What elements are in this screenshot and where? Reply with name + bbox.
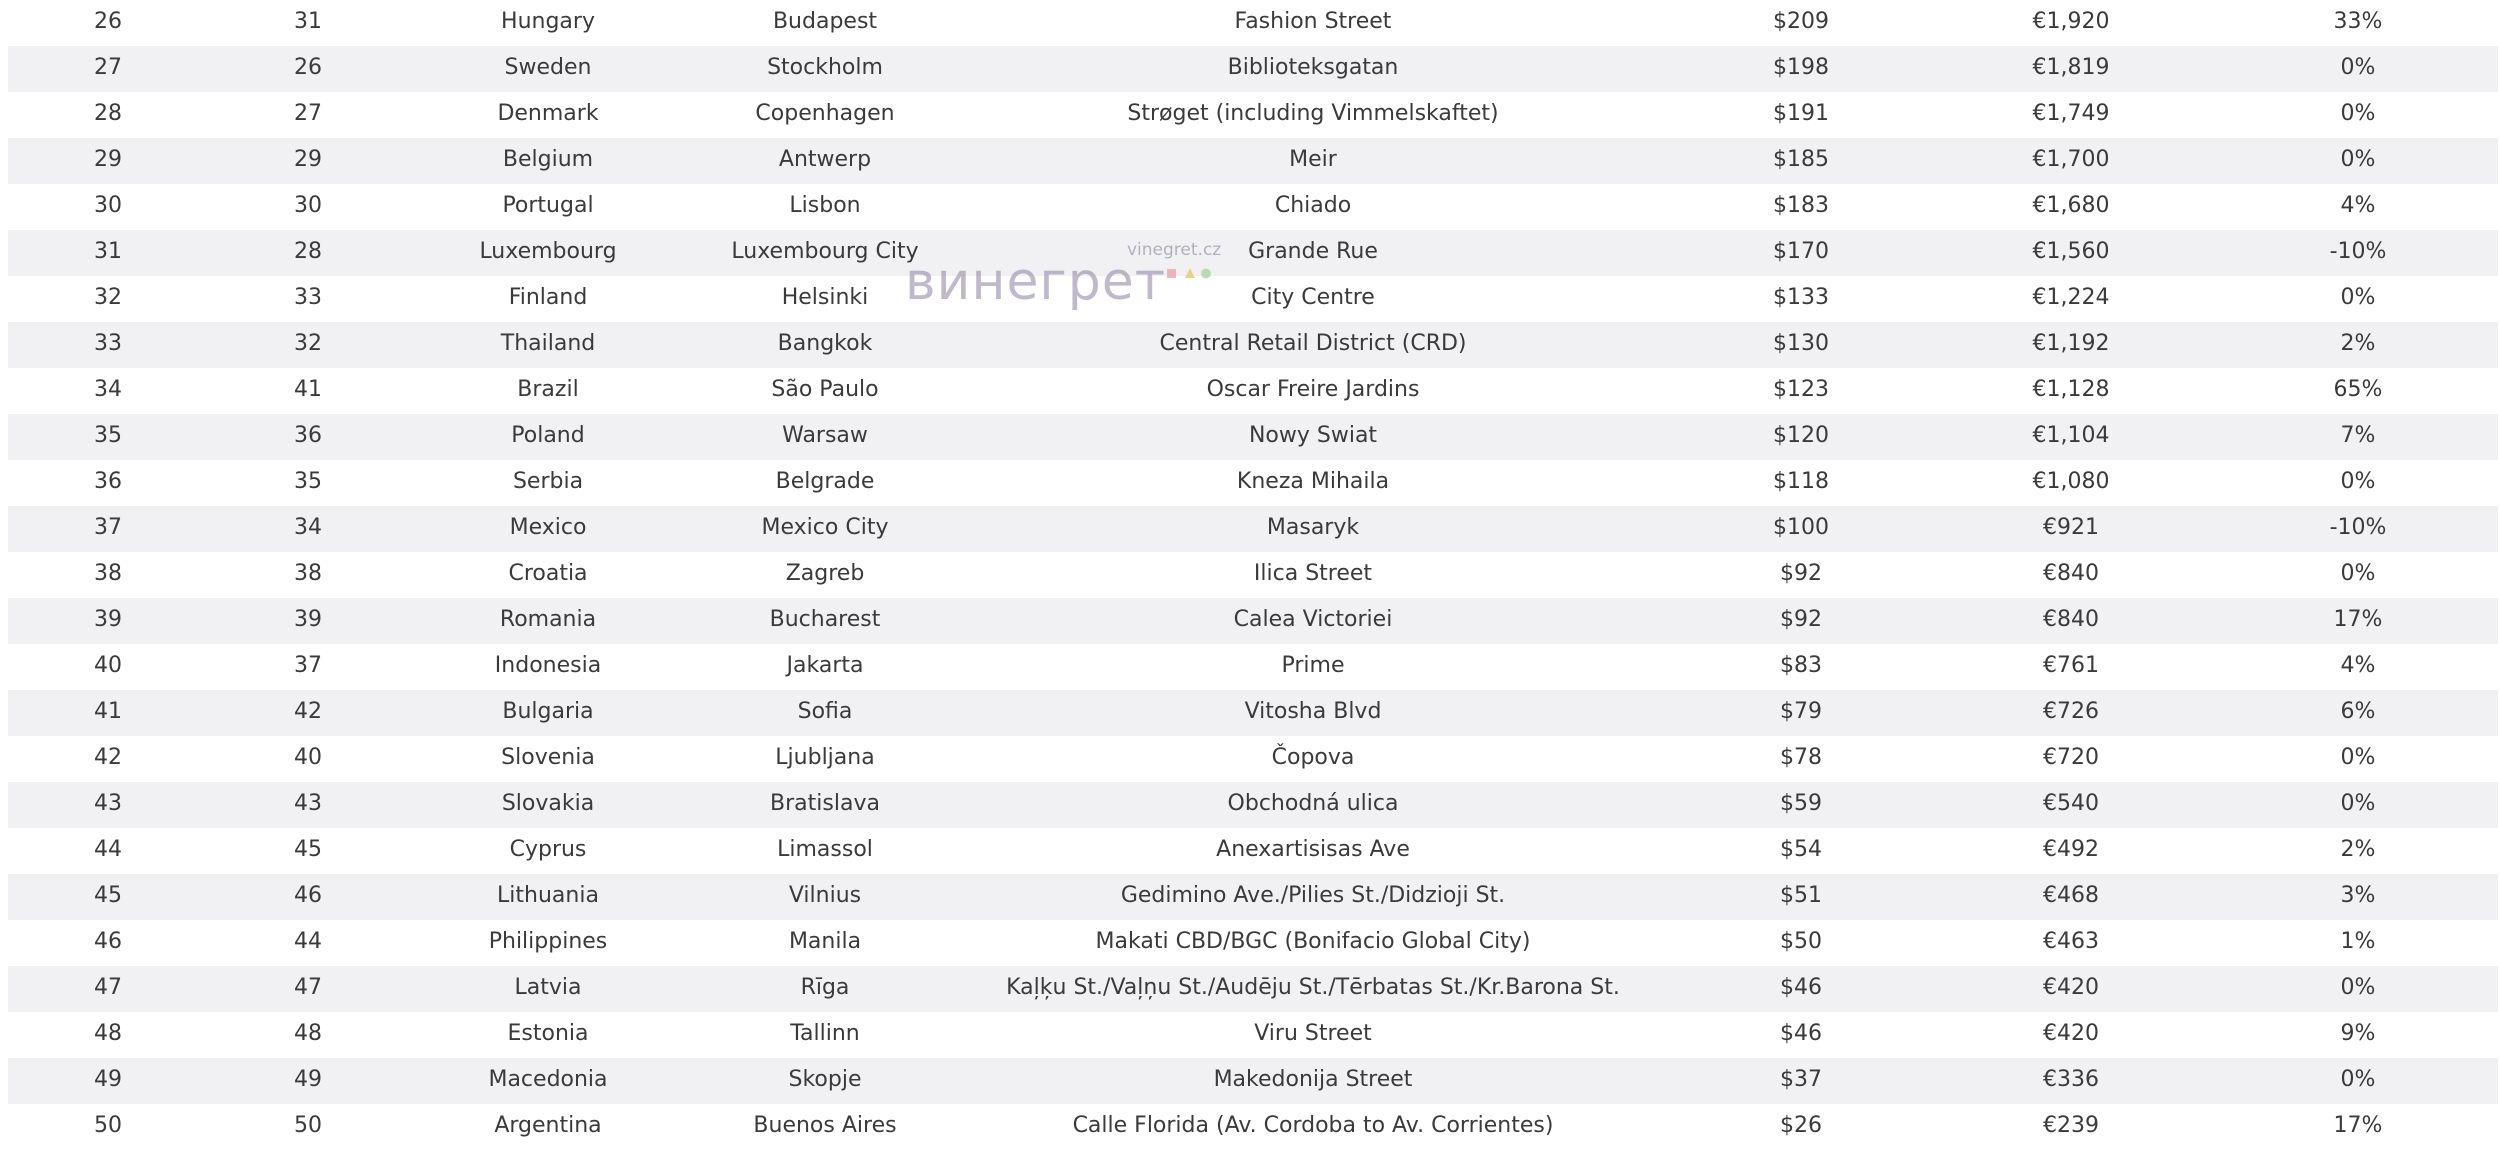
- rent-usd-cell: $92: [1780, 607, 1822, 632]
- rent-usd-cell: $83: [1780, 653, 1822, 678]
- rank-cell: 27: [94, 55, 122, 80]
- rent-ranking-table: [8, 0, 2498, 1150]
- rent-usd-cell: $209: [1773, 9, 1829, 34]
- previous-rank-cell: 49: [294, 1067, 322, 1092]
- rank-cell: 49: [94, 1067, 122, 1092]
- street-cell: Kaļķu St./Vaļņu St./Audēju St./Tērbatas St./Kr.Barona St.: [1006, 975, 1620, 1000]
- rent-eur-cell: €726: [2043, 699, 2099, 724]
- city-cell: Bratislava: [770, 791, 880, 816]
- table-row: [8, 276, 2498, 322]
- rent-eur-cell: €1,224: [2032, 285, 2110, 310]
- change-cell: 4%: [2340, 193, 2376, 218]
- rent-eur-cell: €1,104: [2032, 423, 2110, 448]
- city-cell: Sofia: [797, 699, 853, 724]
- previous-rank-cell: 28: [294, 239, 322, 264]
- change-cell: 17%: [2333, 607, 2383, 632]
- previous-rank-cell: 30: [294, 193, 322, 218]
- rent-usd-cell: $79: [1780, 699, 1822, 724]
- previous-rank-cell: 31: [294, 9, 322, 34]
- city-cell: Warsaw: [782, 423, 868, 448]
- city-cell: Zagreb: [785, 561, 865, 586]
- rent-usd-cell: $78: [1780, 745, 1822, 770]
- rent-eur-cell: €239: [2043, 1113, 2099, 1138]
- city-cell: Manila: [788, 929, 862, 954]
- rent-eur-cell: €1,700: [2032, 147, 2110, 172]
- table-row: [8, 966, 2498, 1012]
- rank-cell: 44: [94, 837, 122, 862]
- table-row: [8, 184, 2498, 230]
- previous-rank-cell: 48: [294, 1021, 322, 1046]
- change-cell: 0%: [2340, 975, 2376, 1000]
- table-row: [8, 874, 2498, 920]
- country-cell: Indonesia: [494, 653, 602, 678]
- country-cell: Slovenia: [501, 745, 595, 770]
- rank-cell: 41: [94, 699, 122, 724]
- rank-cell: 35: [94, 423, 122, 448]
- table-row: [8, 644, 2498, 690]
- country-cell: Croatia: [508, 561, 588, 586]
- country-cell: Portugal: [502, 193, 594, 218]
- city-cell: Helsinki: [781, 285, 869, 310]
- street-cell: Masaryk: [1266, 515, 1360, 540]
- country-cell: Luxembourg: [479, 239, 617, 264]
- rank-cell: 38: [94, 561, 122, 586]
- country-cell: Poland: [511, 423, 585, 448]
- country-cell: Estonia: [507, 1021, 589, 1046]
- table-row: [8, 138, 2498, 184]
- change-cell: 2%: [2340, 331, 2376, 356]
- rent-usd-cell: $100: [1773, 515, 1829, 540]
- rent-eur-cell: €1,128: [2032, 377, 2110, 402]
- street-cell: Chiado: [1274, 193, 1352, 218]
- country-cell: Lithuania: [497, 883, 599, 908]
- previous-rank-cell: 29: [294, 147, 322, 172]
- previous-rank-cell: 43: [294, 791, 322, 816]
- previous-rank-cell: 47: [294, 975, 322, 1000]
- rent-eur-cell: €463: [2043, 929, 2099, 954]
- table-row: [8, 92, 2498, 138]
- rent-eur-cell: €1,560: [2032, 239, 2110, 264]
- previous-rank-cell: 38: [294, 561, 322, 586]
- country-cell: Latvia: [514, 975, 582, 1000]
- table-row: [8, 414, 2498, 460]
- rent-usd-cell: $59: [1780, 791, 1822, 816]
- previous-rank-cell: 50: [294, 1113, 322, 1138]
- country-cell: Belgium: [502, 147, 594, 172]
- table-row: [8, 782, 2498, 828]
- table-row: [8, 920, 2498, 966]
- rent-eur-cell: €336: [2043, 1067, 2099, 1092]
- rent-eur-cell: €840: [2043, 607, 2099, 632]
- rent-eur-cell: €1,920: [2032, 9, 2110, 34]
- rank-cell: 45: [94, 883, 122, 908]
- street-cell: Calle Florida (Av. Cordoba to Av. Corrientes): [1072, 1113, 1554, 1138]
- street-cell: Strøget (including Vimmelskaftet): [1127, 101, 1499, 126]
- city-cell: Tallinn: [790, 1021, 860, 1046]
- rank-cell: 47: [94, 975, 122, 1000]
- city-cell: Budapest: [772, 9, 878, 34]
- rank-cell: 36: [94, 469, 122, 494]
- rent-eur-cell: €468: [2043, 883, 2099, 908]
- change-cell: 7%: [2340, 423, 2376, 448]
- watermark-brand: винегрет: [905, 252, 1167, 312]
- city-cell: Buenos Aires: [753, 1113, 897, 1138]
- change-cell: -10%: [2329, 515, 2387, 540]
- country-cell: Philippines: [488, 929, 608, 954]
- table-row: [8, 322, 2498, 368]
- change-cell: 65%: [2333, 377, 2383, 402]
- rent-usd-cell: $118: [1773, 469, 1829, 494]
- city-cell: São Paulo: [771, 377, 879, 402]
- change-cell: 0%: [2340, 791, 2376, 816]
- city-cell: Lisbon: [789, 193, 861, 218]
- country-cell: Slovakia: [501, 791, 595, 816]
- street-cell: Gedimino Ave./Pilies St./Didzioji St.: [1120, 883, 1506, 908]
- previous-rank-cell: 35: [294, 469, 322, 494]
- city-cell: Luxembourg City: [731, 239, 919, 264]
- rank-cell: 50: [94, 1113, 122, 1138]
- rent-usd-cell: $130: [1773, 331, 1829, 356]
- rent-usd-cell: $123: [1773, 377, 1829, 402]
- rent-usd-cell: $133: [1773, 285, 1829, 310]
- country-cell: Romania: [499, 607, 597, 632]
- rent-usd-cell: $183: [1773, 193, 1829, 218]
- rank-cell: 30: [94, 193, 122, 218]
- city-cell: Limassol: [777, 837, 873, 862]
- city-cell: Ljubljana: [775, 745, 875, 770]
- city-cell: Bangkok: [777, 331, 873, 356]
- city-cell: Mexico City: [761, 515, 889, 540]
- street-cell: Meir: [1289, 147, 1337, 172]
- previous-rank-cell: 36: [294, 423, 322, 448]
- rent-usd-cell: $198: [1773, 55, 1829, 80]
- rent-usd-cell: $26: [1780, 1113, 1822, 1138]
- change-cell: 0%: [2340, 55, 2376, 80]
- rank-cell: 48: [94, 1021, 122, 1046]
- country-cell: Thailand: [500, 331, 596, 356]
- country-cell: Sweden: [504, 55, 592, 80]
- table-row: [8, 230, 2498, 276]
- change-cell: 0%: [2340, 1067, 2376, 1092]
- rent-eur-cell: €1,080: [2032, 469, 2110, 494]
- country-cell: Bulgaria: [502, 699, 594, 724]
- rank-cell: 26: [94, 9, 122, 34]
- previous-rank-cell: 32: [294, 331, 322, 356]
- street-cell: Kneza Mihaila: [1236, 469, 1390, 494]
- rent-eur-cell: €1,819: [2032, 55, 2110, 80]
- rank-cell: 43: [94, 791, 122, 816]
- country-cell: Denmark: [497, 101, 599, 126]
- rank-cell: 32: [94, 285, 122, 310]
- street-cell: Calea Victoriei: [1233, 607, 1393, 632]
- change-cell: 0%: [2340, 285, 2376, 310]
- previous-rank-cell: 40: [294, 745, 322, 770]
- change-cell: 3%: [2340, 883, 2376, 908]
- rent-usd-cell: $46: [1780, 975, 1822, 1000]
- table-row: [8, 598, 2498, 644]
- change-cell: 2%: [2340, 837, 2376, 862]
- rent-usd-cell: $120: [1773, 423, 1829, 448]
- change-cell: 33%: [2333, 9, 2383, 34]
- rent-usd-cell: $46: [1780, 1021, 1822, 1046]
- previous-rank-cell: 41: [294, 377, 322, 402]
- table-row: [8, 828, 2498, 874]
- city-cell: Antwerp: [778, 147, 872, 172]
- rent-usd-cell: $185: [1773, 147, 1829, 172]
- rank-cell: 28: [94, 101, 122, 126]
- change-cell: 0%: [2340, 469, 2376, 494]
- table-row: [8, 0, 2498, 46]
- rent-eur-cell: €761: [2043, 653, 2099, 678]
- city-cell: Rīga: [800, 975, 850, 1000]
- change-cell: 9%: [2340, 1021, 2376, 1046]
- change-cell: 1%: [2340, 929, 2376, 954]
- country-cell: Hungary: [501, 9, 595, 34]
- previous-rank-cell: 44: [294, 929, 322, 954]
- previous-rank-cell: 37: [294, 653, 322, 678]
- street-cell: Ilica Street: [1253, 561, 1373, 586]
- city-cell: Copenhagen: [755, 101, 895, 126]
- table-row: [8, 736, 2498, 782]
- change-cell: 4%: [2340, 653, 2376, 678]
- change-cell: -10%: [2329, 239, 2387, 264]
- rank-cell: 37: [94, 515, 122, 540]
- street-cell: Fashion Street: [1234, 9, 1392, 34]
- rank-cell: 33: [94, 331, 122, 356]
- table-row: [8, 690, 2498, 736]
- rank-cell: 40: [94, 653, 122, 678]
- street-cell: Vitosha Blvd: [1244, 699, 1382, 724]
- street-cell: Obchodná ulica: [1227, 791, 1399, 816]
- change-cell: 0%: [2340, 561, 2376, 586]
- city-cell: Jakarta: [786, 653, 864, 678]
- street-cell: Prime: [1281, 653, 1345, 678]
- rent-eur-cell: €921: [2043, 515, 2099, 540]
- rent-usd-cell: $170: [1773, 239, 1829, 264]
- country-cell: Macedonia: [488, 1067, 608, 1092]
- street-cell: Nowy Swiat: [1248, 423, 1378, 448]
- table-row: [8, 460, 2498, 506]
- city-cell: Vilnius: [788, 883, 862, 908]
- table-row: [8, 1058, 2498, 1104]
- street-cell: Central Retail District (CRD): [1159, 331, 1467, 356]
- previous-rank-cell: 34: [294, 515, 322, 540]
- table-row: [8, 1104, 2498, 1150]
- previous-rank-cell: 26: [294, 55, 322, 80]
- watermark-site: vinegret.cz: [1127, 240, 1222, 260]
- previous-rank-cell: 33: [294, 285, 322, 310]
- rent-eur-cell: €492: [2043, 837, 2099, 862]
- rank-cell: 39: [94, 607, 122, 632]
- street-cell: Anexartisisas Ave: [1216, 837, 1410, 862]
- rank-cell: 29: [94, 147, 122, 172]
- street-cell: Oscar Freire Jardins: [1206, 377, 1420, 402]
- country-cell: Finland: [508, 285, 588, 310]
- rent-usd-cell: $92: [1780, 561, 1822, 586]
- rent-usd-cell: $50: [1780, 929, 1822, 954]
- rent-eur-cell: €420: [2043, 1021, 2099, 1046]
- rent-usd-cell: $37: [1780, 1067, 1822, 1092]
- city-cell: Stockholm: [767, 55, 883, 80]
- rent-usd-cell: $51: [1780, 883, 1822, 908]
- previous-rank-cell: 45: [294, 837, 322, 862]
- country-cell: Brazil: [517, 377, 579, 402]
- change-cell: 6%: [2340, 699, 2376, 724]
- street-cell: City Centre: [1251, 285, 1375, 310]
- table-row: [8, 46, 2498, 92]
- city-cell: Bucharest: [769, 607, 881, 632]
- rent-eur-cell: €540: [2043, 791, 2099, 816]
- change-cell: 0%: [2340, 147, 2376, 172]
- rank-cell: 34: [94, 377, 122, 402]
- table-row: [8, 552, 2498, 598]
- change-cell: 0%: [2340, 745, 2376, 770]
- rent-eur-cell: €1,680: [2032, 193, 2110, 218]
- rank-cell: 42: [94, 745, 122, 770]
- street-cell: Biblioteksgatan: [1227, 55, 1399, 80]
- change-cell: 0%: [2340, 101, 2376, 126]
- street-cell: Makati CBD/BGC (Bonifacio Global City): [1095, 929, 1531, 954]
- previous-rank-cell: 42: [294, 699, 322, 724]
- street-cell: Grande Rue: [1248, 239, 1378, 264]
- previous-rank-cell: 39: [294, 607, 322, 632]
- country-cell: Argentina: [494, 1113, 602, 1138]
- rent-eur-cell: €840: [2043, 561, 2099, 586]
- rank-cell: 31: [94, 239, 122, 264]
- rent-eur-cell: €720: [2043, 745, 2099, 770]
- table-row: [8, 1012, 2498, 1058]
- city-cell: Skopje: [788, 1067, 862, 1092]
- country-cell: Serbia: [512, 469, 584, 494]
- change-cell: 17%: [2333, 1113, 2383, 1138]
- rent-eur-cell: €420: [2043, 975, 2099, 1000]
- previous-rank-cell: 27: [294, 101, 322, 126]
- street-cell: Viru Street: [1254, 1021, 1372, 1046]
- table-row: [8, 368, 2498, 414]
- rent-eur-cell: €1,749: [2032, 101, 2110, 126]
- rent-usd-cell: $54: [1780, 837, 1822, 862]
- previous-rank-cell: 46: [294, 883, 322, 908]
- country-cell: Mexico: [509, 515, 587, 540]
- rent-eur-cell: €1,192: [2032, 331, 2110, 356]
- country-cell: Cyprus: [509, 837, 587, 862]
- rank-cell: 46: [94, 929, 122, 954]
- city-cell: Belgrade: [775, 469, 875, 494]
- street-cell: Čopova: [1271, 745, 1355, 770]
- table-row: [8, 506, 2498, 552]
- street-cell: Makedonija Street: [1213, 1067, 1413, 1092]
- rent-usd-cell: $191: [1773, 101, 1829, 126]
